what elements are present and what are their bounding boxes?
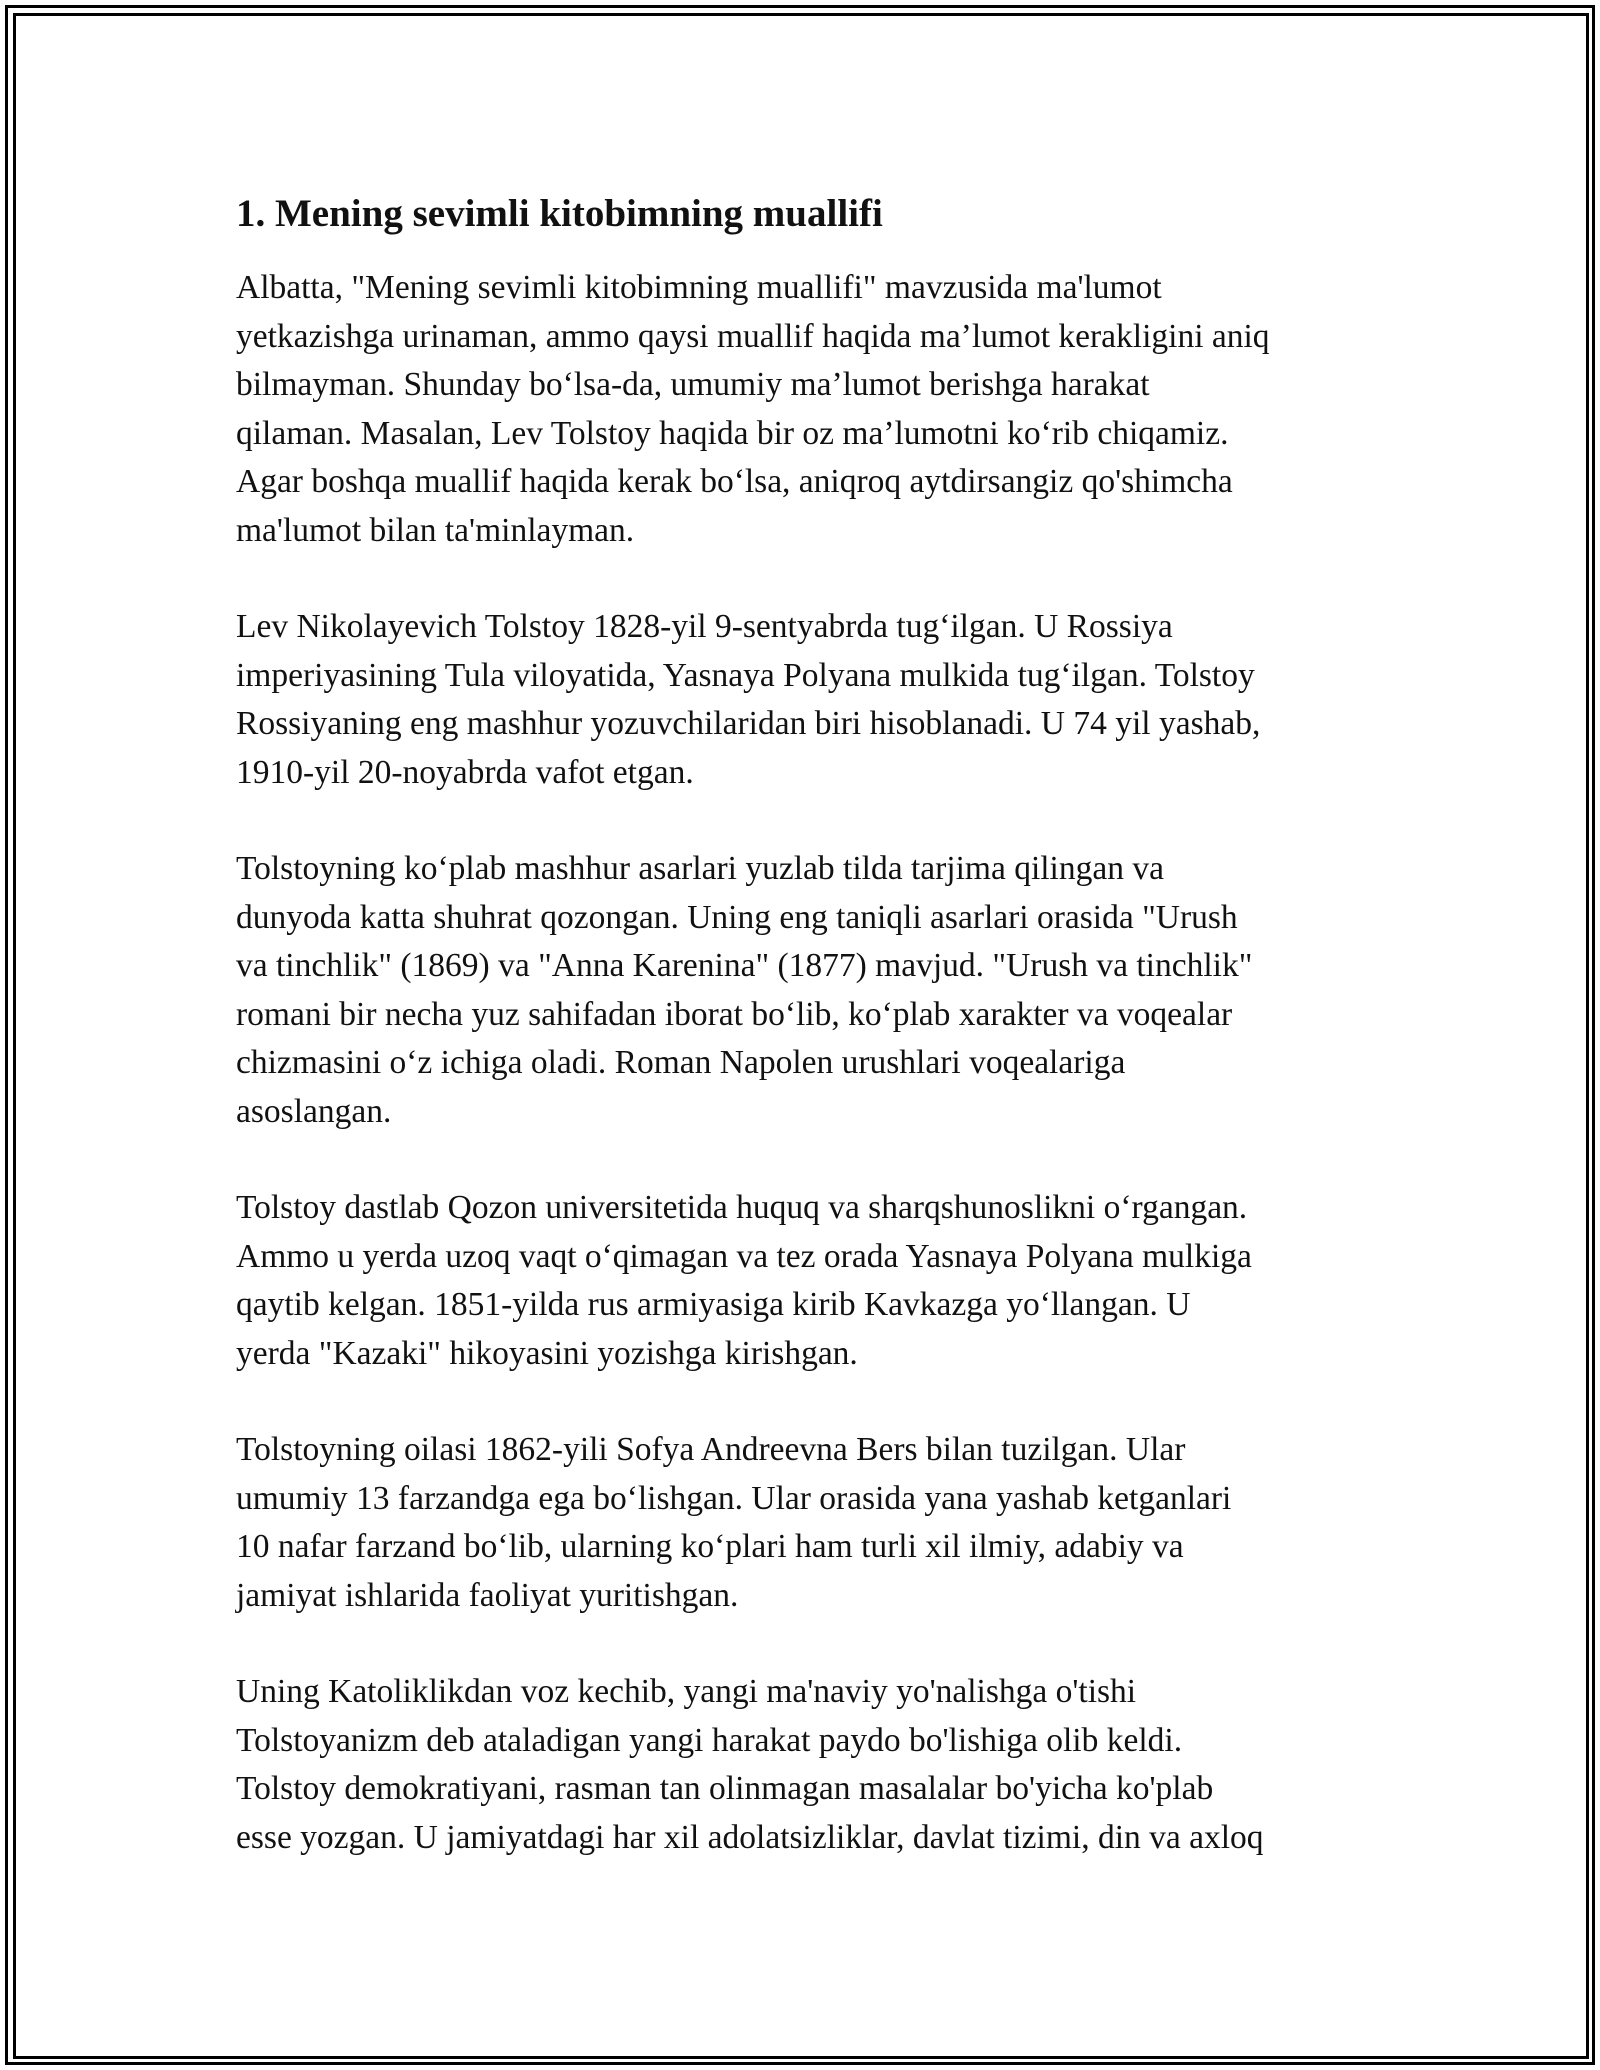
paragraph-family: Tolstoyning oilasi 1862-yili Sofya Andreevna Bers bilan tuzilgan. Ular umumiy 13 farzandga ega boʻlishgan. Ular orasida yana yashab ketganlari 10 nafar farzand boʻlib, ularning koʻplari ham turli xil ilmiy, adabiy va jamiyat ishlarida faoliyat yuritishgan.	[236, 1431, 1232, 1614]
paragraph-tolstoyanism: Uning Katoliklikdan voz kechib, yangi ma'naviy yo'nalishga o'tishi Tolstoyanizm deb ataladigan yangi harakat paydo bo'lishiga olib keldi. Tolstoy demokratiyani, rasman tan olinmagan masalalar bo'yicha ko'plab esse yozgan. U jamiyatdagi har xil adolatsizliklar, davlat tizimi, din va axloq	[236, 1673, 1264, 1856]
paragraph-intro: Albatta, "Mening sevimli kitobimning muallifi" mavzusida ma'lumot yetkazishga urinaman, ammo qaysi muallif haqida ma’lumot kerakligini aniq bilmayman. Shunday boʻlsa-da, umumiy ma’lumot berishga harakat qilaman. Masalan, Lev Tolstoy haqida bir oz ma’lumotni koʻrib chiqamiz. Agar boshqa muallif haqida kerak boʻlsa, aniqroq aytdirsangiz qo'shimcha ma'lumot bilan ta'minlayman.	[236, 269, 1270, 549]
paragraph-education: Tolstoy dastlab Qozon universitetida huquq va sharqshunoslikni oʻrgangan. Ammo u yerda uzoq vaqt oʻqimagan va tez orada Yasnaya Polyana mulkiga qaytib kelgan. 1851-yilda rus armiyasiga kirib Kavkazga yoʻllangan. U yerda "Kazaki" hikoyasini yozishga kirishgan.	[236, 1189, 1252, 1372]
paragraph-works: Tolstoyning koʻplab mashhur asarlari yuzlab tilda tarjima qilingan va dunyoda katta shuhrat qozongan. Uning eng taniqli asarlari orasida "Urush va tinchlik" (1869) va "Anna Karenina" (1877) mavjud. "Urush va tinchlik" romani bir necha yuz sahifadan iborat boʻlib, koʻplab xarakter va voqealar chizmasini oʻz ichiga oladi. Roman Napolen urushlari voqealariga asoslangan.	[236, 850, 1253, 1130]
document-body	[236, 186, 1376, 1862]
paragraph-birth: Lev Nikolayevich Tolstoy 1828-yil 9-sentyabrda tugʻilgan. U Rossiya imperiyasining Tula viloyatida, Yasnaya Polyana mulkida tugʻilgan. Tolstoy Rossiyaning eng mashhur yozuvchilaridan biri hisoblanadi. U 74 yil yashab, 1910-yil 20-noyabrda vafot etgan.	[236, 608, 1261, 791]
document-heading: 1. Mening sevimli kitobimning muallifi	[236, 192, 883, 235]
